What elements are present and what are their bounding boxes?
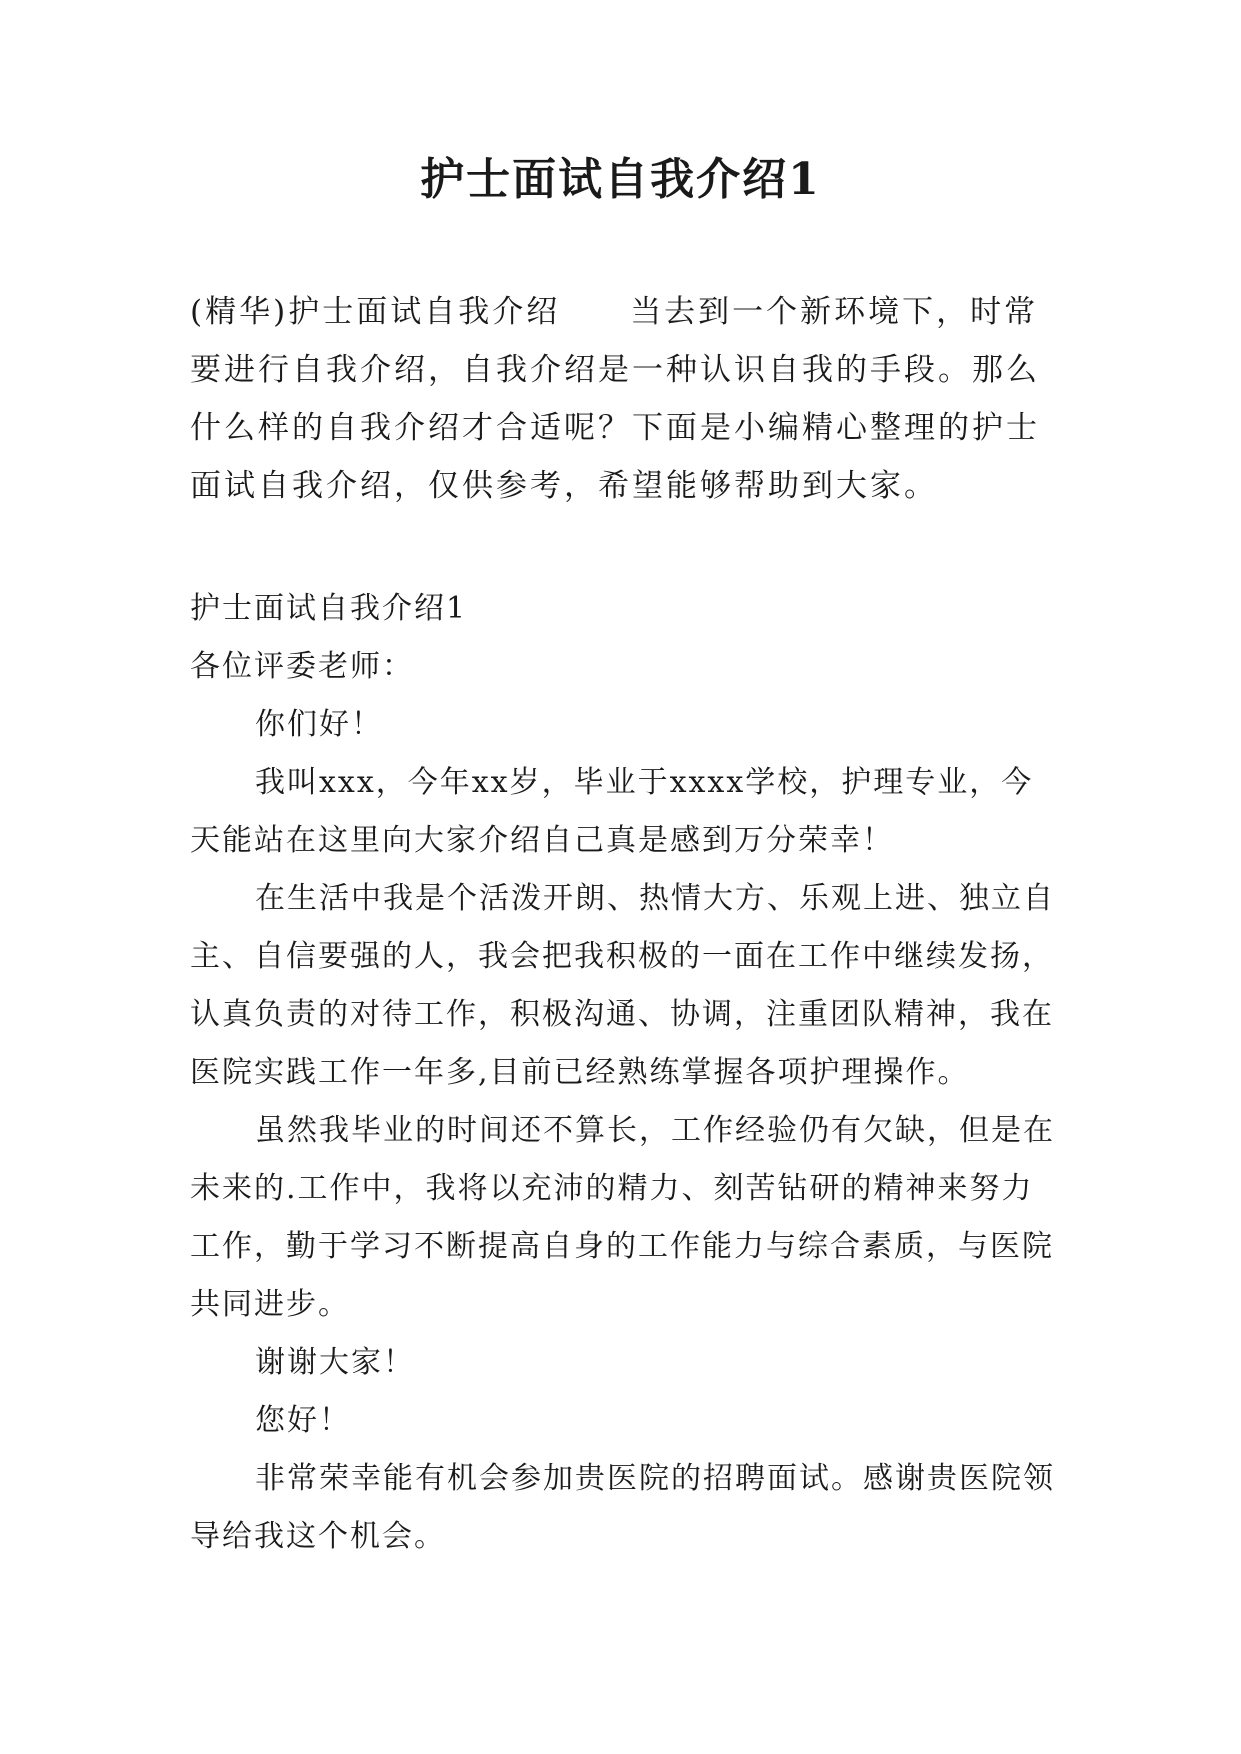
body-paragraph: 虽然我毕业的时间还不算长，工作经验仍有欠缺，但是在未来的.工作中，我将以充沛的精力、刻苦钻研的精神来努力工作，勤于学习不断提高自身的工作能力与综合素质，与医院共同进步。 (190, 1113, 1055, 1322)
section-heading: 护士面试自我介绍1 (190, 591, 468, 626)
body-paragraph: 在生活中我是个活泼开朗、热情大方、乐观上进、独立自主、自信要强的人，我会把我积极的一面在工作中继续发扬，认真负责的对待工作，积极沟通、协调，注重团队精神，我在医院实践工作一年多,目前已经熟练掌握各项护理操作。 (190, 881, 1055, 1090)
body-paragraph: 谢谢大家！ (255, 1345, 415, 1380)
body-paragraph: 我叫xxx，今年xx岁，毕业于xxxx学校，护理专业，今天能站在这里向大家介绍自己真是感到万分荣幸！ (190, 765, 1034, 858)
body-paragraph: 非常荣幸能有机会参加贵医院的招聘面试。感谢贵医院领导给我这个机会。 (190, 1461, 1055, 1554)
intro-text: 当去到一个新环境下，时常要进行自我介绍，自我介绍是一种认识自我的手段。那么什么样的自我介绍才合适呢？下面是小编精心整理的护士面试自我介绍，仅供参考，希望能够帮助到大家。 (190, 294, 1040, 504)
intro-lead: (精华)护士面试自我介绍 (190, 294, 561, 330)
intro-paragraph (190, 283, 1060, 515)
document-body (190, 580, 1060, 1566)
document-title: 护士面试自我介绍1 (420, 154, 821, 205)
body-paragraph: 您好！ (255, 1403, 351, 1438)
body-paragraph: 你们好！ (255, 707, 383, 742)
salutation: 各位评委老师： (190, 649, 414, 684)
